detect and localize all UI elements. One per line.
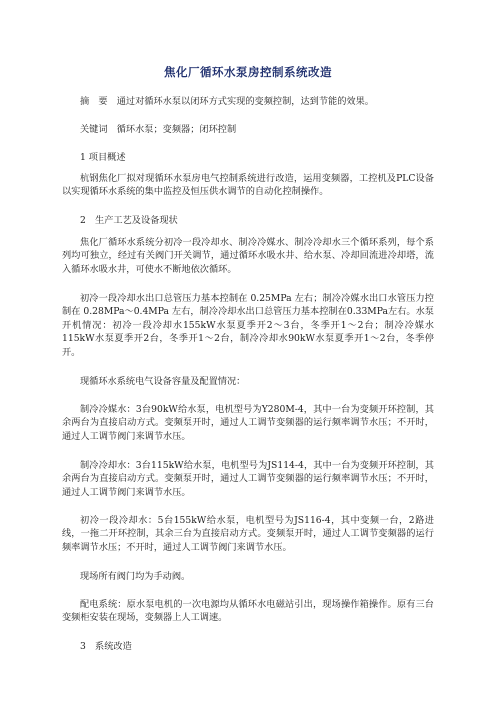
section-2-paragraph-4: 制冷冷媒水：3台90kW给水泵，电机型号为Y280M-4，其中一台为变频开环控制，其余两台为直接启动方式。变频泵开时，通过人工调节变频器的运行频率调节水压；不开时，通过人工调节阀门来调节水压。 (62, 404, 434, 442)
section-2-heading: 2 生产工艺及设备现状 (80, 215, 178, 226)
keywords: 关键词 循环水泵；变频器；闭环控制 (80, 124, 237, 135)
section-2-paragraph-2: 初冷一段冷却水出口总管压力基本控制在 0.25MPa 左右；制冷冷媒水出口水管压力控制在 0.28MPa～0.4MPa 左右，制冷冷却水出口总管压力基本控制在0.33MPa左右。水泵开机情况：初冷一段冷却水155kW水泵夏季开2～3台，冬季开1～2台；制冷冷媒水115kW水泵夏季开2台，冬季开1～2台，制冷冷却水90kW水泵夏季开1～2台，冬季停开。 (62, 293, 434, 358)
section-2-paragraph-8: 配电系统：原水泵电机的一次电源均从循环水电磁站引出，现场操作箱操作。原有三台变频柜安装在现场，变频器上人工调速。 (62, 599, 434, 624)
section-1-paragraph: 杭钢焦化厂拟对现循环水泵房电气控制系统进行改造，运用变频器，工控机及PLC设备以实现循环水系统的集中监控及恒压供水调节的自动化控制操作。 (62, 173, 434, 198)
section-1-heading: 1 项目概述 (80, 152, 126, 163)
section-2-paragraph-7: 现场所有阀门均为手动阀。 (80, 571, 191, 582)
document-title: 焦化厂循环水泵房控制系统改造 (164, 65, 332, 79)
section-2-paragraph-5: 制冷冷却水：3台115kW给水泵，电机型号为JS114-4，其中一台为变频开环控制，其余两台为直接启动方式。变频泵开时，通过人工调节变频器的运行频率调节水压；不开时，通过人工调节阀门来调节水压。 (62, 460, 434, 498)
section-2-paragraph-1: 焦化厂循环水系统分初冷一段冷却水、制冷冷媒水、制冷冷却水三个循环系列，每个系列均可独立，经过有关阀门开关调节，通过循环水吸水井、给水泵、冷却回流进冷却塔，流入循环水吸水井，可使水不断地依次循环。 (62, 237, 434, 275)
section-2-paragraph-6: 初冷一段冷却水：5台155kW给水泵，电机型号为JS116-4，其中变频一台，2路进线，一拖二开环控制，其余三台为直接启动方式。变频泵开时，通过人工调节变频器的运行频率调节水压；不开时，通过人工调节阀门来调节水压。 (62, 515, 434, 553)
abstract: 摘 要 通过对循环水泵以闭环方式实现的变频控制，达到节能的效果。 (80, 96, 374, 107)
section-3-heading: 3 系统改造 (80, 641, 132, 652)
section-2-paragraph-3: 现循环水系统电气设备容量及配置情况： (80, 376, 246, 387)
